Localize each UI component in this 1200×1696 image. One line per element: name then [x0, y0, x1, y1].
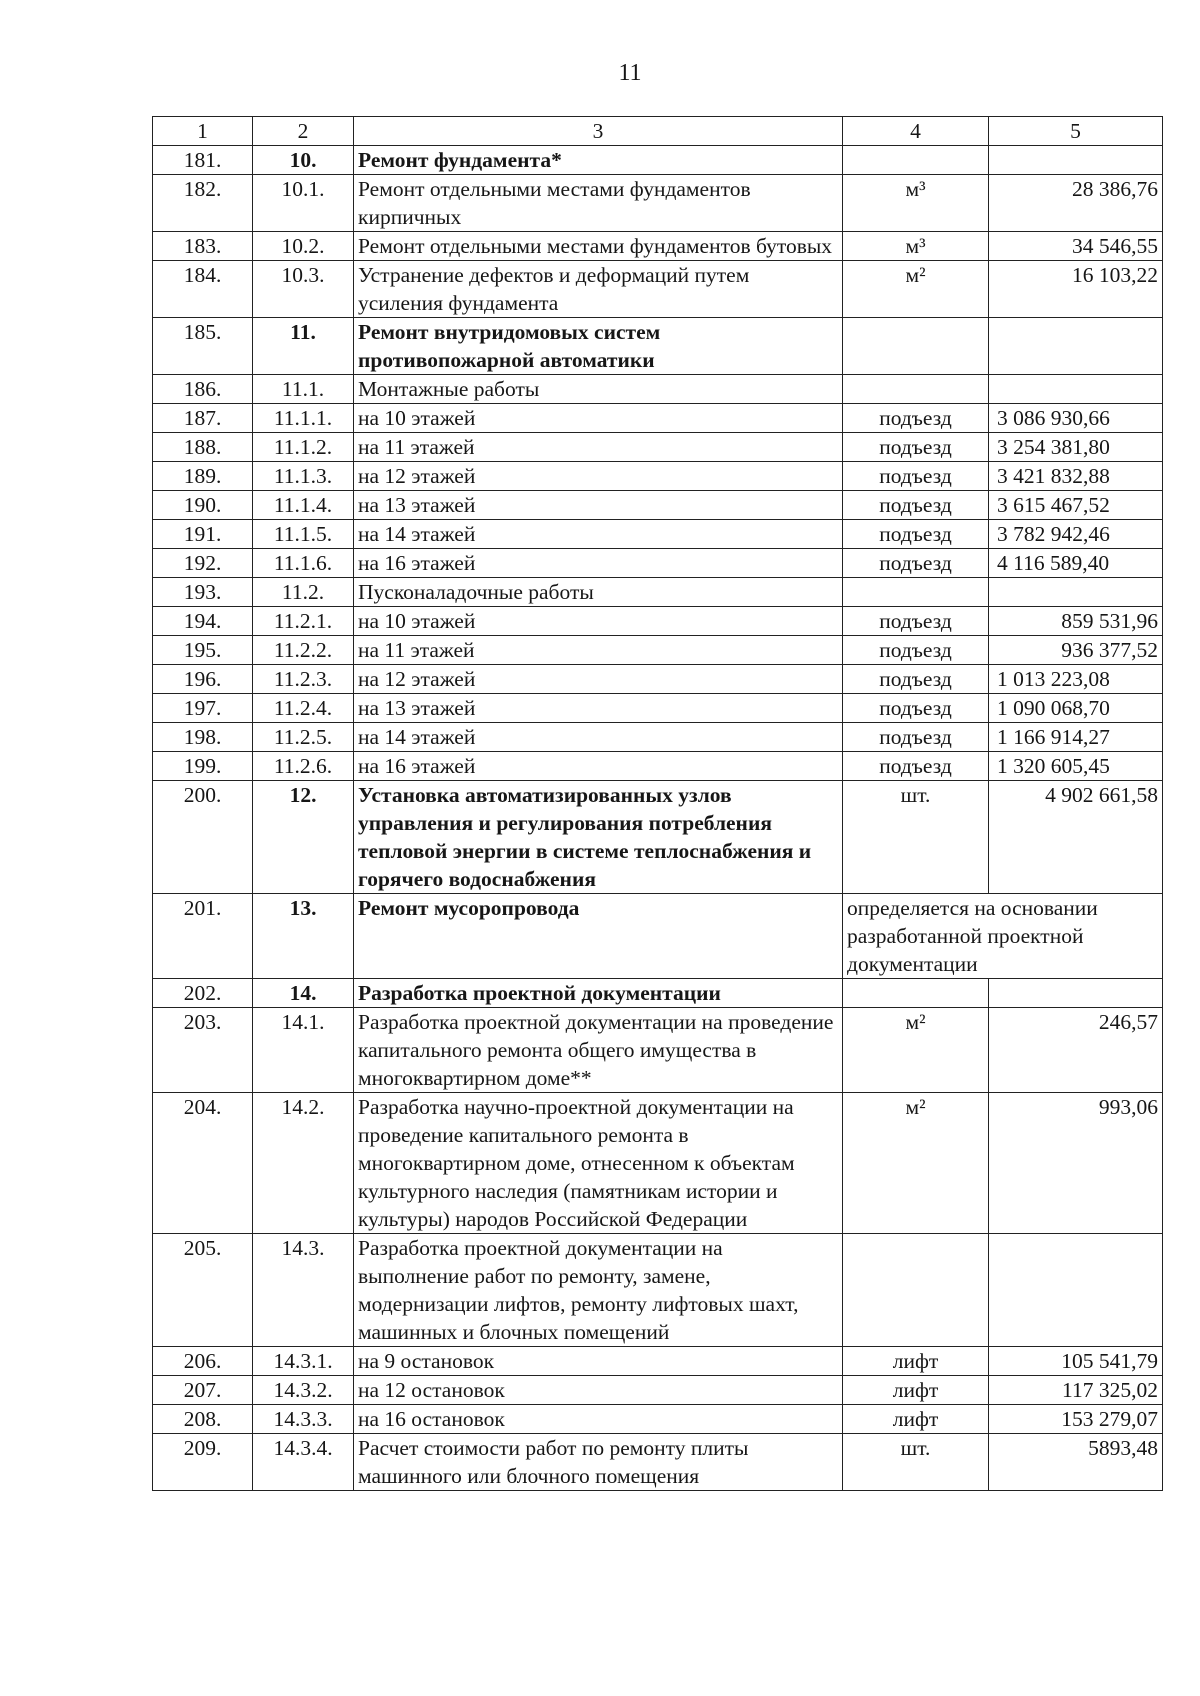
work-name: Разработка проектной документации на проведение капитального ремонта общего имущества в многоквартирном доме**	[354, 1008, 843, 1093]
table-row	[153, 1234, 1163, 1347]
row-number: 202.	[153, 979, 253, 1008]
price	[989, 578, 1163, 607]
unit: подъезд	[843, 636, 989, 665]
row-number: 182.	[153, 175, 253, 232]
item-code: 11.2.4.	[253, 694, 354, 723]
price: 34 546,55	[989, 232, 1163, 261]
work-name: на 13 этажей	[354, 491, 843, 520]
table-row	[153, 175, 1163, 232]
item-code: 11.1.6.	[253, 549, 354, 578]
table-row	[153, 549, 1163, 578]
work-name: Пусконаладочные работы	[354, 578, 843, 607]
work-name: Установка автоматизированных узлов управления и регулирования потребления тепловой энергии в системе теплоснабжения и горячего водоснабжения	[354, 781, 843, 894]
table-row	[153, 232, 1163, 261]
price: 153 279,07	[989, 1405, 1163, 1434]
table-row	[153, 404, 1163, 433]
unit: подъезд	[843, 694, 989, 723]
table-row	[153, 491, 1163, 520]
work-name: Ремонт отдельными местами фундаментов бутовых	[354, 232, 843, 261]
row-number: 190.	[153, 491, 253, 520]
item-code: 10.3.	[253, 261, 354, 318]
row-number: 194.	[153, 607, 253, 636]
row-number: 198.	[153, 723, 253, 752]
row-number: 181.	[153, 146, 253, 175]
unit: подъезд	[843, 520, 989, 549]
work-name: Разработка проектной документации на выполнение работ по ремонту, замене, модернизации лифтов, ремонту лифтовых шахт, машинных и блочных помещений	[354, 1234, 843, 1347]
item-code: 11.1.5.	[253, 520, 354, 549]
row-number: 206.	[153, 1347, 253, 1376]
row-number: 185.	[153, 318, 253, 375]
unit: подъезд	[843, 665, 989, 694]
item-code: 11.1.1.	[253, 404, 354, 433]
price: 1 013 223,08	[989, 665, 1163, 694]
price: 28 386,76	[989, 175, 1163, 232]
unit: подъезд	[843, 433, 989, 462]
item-code: 14.3.1.	[253, 1347, 354, 1376]
table-row	[153, 1434, 1163, 1491]
work-name: на 11 этажей	[354, 636, 843, 665]
price: 993,06	[989, 1093, 1163, 1234]
price: 105 541,79	[989, 1347, 1163, 1376]
table-row	[153, 665, 1163, 694]
item-code: 14.	[253, 979, 354, 1008]
item-code: 11.2.5.	[253, 723, 354, 752]
price	[989, 979, 1163, 1008]
row-number: 207.	[153, 1376, 253, 1405]
row-number: 188.	[153, 433, 253, 462]
price-table	[152, 116, 1163, 1491]
work-name: Ремонт мусоропровода	[354, 894, 843, 979]
table-row	[153, 261, 1163, 318]
unit: подъезд	[843, 723, 989, 752]
unit: лифт	[843, 1347, 989, 1376]
table-row	[153, 433, 1163, 462]
row-number: 205.	[153, 1234, 253, 1347]
work-name: на 12 этажей	[354, 665, 843, 694]
item-code: 14.3.	[253, 1234, 354, 1347]
item-code: 10.2.	[253, 232, 354, 261]
work-name: на 10 этажей	[354, 404, 843, 433]
table-row	[153, 694, 1163, 723]
price: 246,57	[989, 1008, 1163, 1093]
price: 3 086 930,66	[989, 404, 1163, 433]
row-number: 197.	[153, 694, 253, 723]
item-code: 11.2.3.	[253, 665, 354, 694]
unit	[843, 1234, 989, 1347]
table-row	[153, 1347, 1163, 1376]
item-code: 12.	[253, 781, 354, 894]
unit: м³	[843, 232, 989, 261]
work-name: на 11 этажей	[354, 433, 843, 462]
row-number: 192.	[153, 549, 253, 578]
price	[989, 318, 1163, 375]
table-row	[153, 1405, 1163, 1434]
price: 1 320 605,45	[989, 752, 1163, 781]
work-name: на 9 остановок	[354, 1347, 843, 1376]
column-header-1: 1	[153, 117, 253, 146]
row-number: 186.	[153, 375, 253, 404]
price: 1 090 068,70	[989, 694, 1163, 723]
unit: м³	[843, 175, 989, 232]
row-number: 193.	[153, 578, 253, 607]
work-name: Ремонт внутридомовых систем противопожарной автоматики	[354, 318, 843, 375]
price: 117 325,02	[989, 1376, 1163, 1405]
table-row	[153, 607, 1163, 636]
item-code: 14.3.3.	[253, 1405, 354, 1434]
work-name: на 14 этажей	[354, 723, 843, 752]
row-number: 191.	[153, 520, 253, 549]
table-row	[153, 1093, 1163, 1234]
unit	[843, 146, 989, 175]
price	[989, 146, 1163, 175]
unit: шт.	[843, 781, 989, 894]
item-code: 11.	[253, 318, 354, 375]
unit: подъезд	[843, 549, 989, 578]
item-code: 11.1.	[253, 375, 354, 404]
item-code: 10.1.	[253, 175, 354, 232]
work-name: на 12 этажей	[354, 462, 843, 491]
row-number: 183.	[153, 232, 253, 261]
work-name: на 16 этажей	[354, 752, 843, 781]
table-row	[153, 752, 1163, 781]
page-number: 11	[618, 60, 642, 86]
unit: м²	[843, 1008, 989, 1093]
table-row	[153, 375, 1163, 404]
row-number: 204.	[153, 1093, 253, 1234]
table-row	[153, 894, 1163, 979]
row-number: 209.	[153, 1434, 253, 1491]
item-code: 14.3.4.	[253, 1434, 354, 1491]
work-name: Устранение дефектов и деформаций путем усиления фундамента	[354, 261, 843, 318]
work-name: Ремонт фундамента*	[354, 146, 843, 175]
work-name: Разработка научно-проектной документации на проведение капитального ремонта в многоквартирном доме, отнесенном к объектам культурного наследия (памятникам истории и культуры) народов Российской Федерации	[354, 1093, 843, 1234]
price: 1 166 914,27	[989, 723, 1163, 752]
table-row	[153, 781, 1163, 894]
work-name: на 14 этажей	[354, 520, 843, 549]
price	[989, 1234, 1163, 1347]
unit: подъезд	[843, 462, 989, 491]
item-code: 11.1.3.	[253, 462, 354, 491]
item-code: 13.	[253, 894, 354, 979]
table-row	[153, 1008, 1163, 1093]
unit: шт.	[843, 1434, 989, 1491]
work-name: Расчет стоимости работ по ремонту плиты машинного или блочного помещения	[354, 1434, 843, 1491]
table-row	[153, 1376, 1163, 1405]
unit	[843, 375, 989, 404]
price: 3 782 942,46	[989, 520, 1163, 549]
price: 859 531,96	[989, 607, 1163, 636]
work-name: на 12 остановок	[354, 1376, 843, 1405]
price	[989, 375, 1163, 404]
price: 3 615 467,52	[989, 491, 1163, 520]
column-header-2: 2	[253, 117, 354, 146]
price: 3 254 381,80	[989, 433, 1163, 462]
unit: м²	[843, 1093, 989, 1234]
price: 936 377,52	[989, 636, 1163, 665]
work-name: на 16 этажей	[354, 549, 843, 578]
item-code: 14.2.	[253, 1093, 354, 1234]
unit-price-note: определяется на основании разработанной проектной документации	[843, 894, 1163, 979]
row-number: 203.	[153, 1008, 253, 1093]
table-row	[153, 318, 1163, 375]
row-number: 187.	[153, 404, 253, 433]
item-code: 11.2.1.	[253, 607, 354, 636]
unit: м²	[843, 261, 989, 318]
unit: подъезд	[843, 491, 989, 520]
unit	[843, 979, 989, 1008]
work-name: Ремонт отдельными местами фундаментов кирпичных	[354, 175, 843, 232]
row-number: 199.	[153, 752, 253, 781]
work-name: на 16 остановок	[354, 1405, 843, 1434]
item-code: 11.1.4.	[253, 491, 354, 520]
column-header-5: 5	[989, 117, 1163, 146]
unit	[843, 318, 989, 375]
table-row	[153, 578, 1163, 607]
item-code: 11.2.6.	[253, 752, 354, 781]
column-header-4: 4	[843, 117, 989, 146]
row-number: 200.	[153, 781, 253, 894]
row-number: 195.	[153, 636, 253, 665]
table-row	[153, 462, 1163, 491]
work-name: на 13 этажей	[354, 694, 843, 723]
table-header-row	[153, 117, 1163, 146]
table-row	[153, 520, 1163, 549]
price: 5893,48	[989, 1434, 1163, 1491]
work-name: Монтажные работы	[354, 375, 843, 404]
price: 4 902 661,58	[989, 781, 1163, 894]
row-number: 184.	[153, 261, 253, 318]
column-header-3: 3	[354, 117, 843, 146]
unit: подъезд	[843, 607, 989, 636]
row-number: 189.	[153, 462, 253, 491]
unit: подъезд	[843, 752, 989, 781]
price: 4 116 589,40	[989, 549, 1163, 578]
item-code: 11.1.2.	[253, 433, 354, 462]
price: 3 421 832,88	[989, 462, 1163, 491]
unit	[843, 578, 989, 607]
unit: лифт	[843, 1376, 989, 1405]
work-name: Разработка проектной документации	[354, 979, 843, 1008]
unit: лифт	[843, 1405, 989, 1434]
table-row	[153, 636, 1163, 665]
row-number: 201.	[153, 894, 253, 979]
unit: подъезд	[843, 404, 989, 433]
item-code: 11.2.	[253, 578, 354, 607]
item-code: 14.3.2.	[253, 1376, 354, 1405]
item-code: 11.2.2.	[253, 636, 354, 665]
table-row	[153, 146, 1163, 175]
row-number: 196.	[153, 665, 253, 694]
table-row	[153, 723, 1163, 752]
item-code: 10.	[253, 146, 354, 175]
table-row	[153, 979, 1163, 1008]
item-code: 14.1.	[253, 1008, 354, 1093]
price: 16 103,22	[989, 261, 1163, 318]
row-number: 208.	[153, 1405, 253, 1434]
work-name: на 10 этажей	[354, 607, 843, 636]
